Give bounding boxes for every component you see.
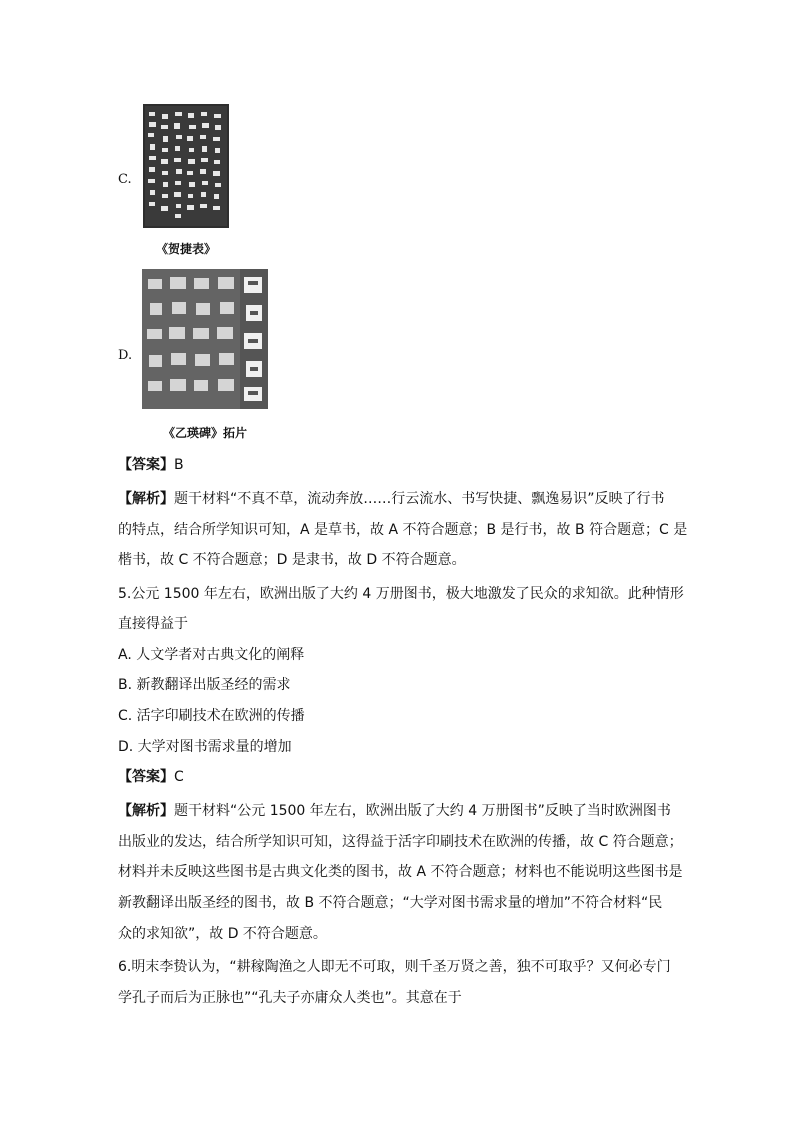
q4-answer-label: 【答案】 [118, 457, 174, 473]
q4-answer-value: B [174, 457, 184, 473]
q5-analysis-line-4: 新教翻译出版圣经的图书，故 B 不符合题意；“大学对图书需求量的增加”不符合材料“民 [118, 895, 663, 911]
q5-answer [118, 767, 184, 787]
q5-answer-value: C [174, 769, 184, 785]
q5-analysis-line-3: 材料并未反映这些图书是古典文化类的图书，故 A 不符合题意；材料也不能说明这些图书是 [118, 864, 683, 880]
q5-analysis-line-5: 众的求知欲”，故 D 不符合题意。 [118, 926, 327, 942]
option-d-letter: D. [118, 348, 133, 363]
q4-answer [118, 455, 184, 475]
calligraphy-image-c-graphic [143, 104, 229, 228]
q4-analysis-label: 【解析】 [118, 491, 174, 507]
q4-analysis-line-2: 的特点，结合所学知识可知，A 是草书，故 A 不符合题意；B 是行书，故 B 符合题意；C 是 [118, 522, 688, 538]
q5-answer-label: 【答案】 [118, 769, 174, 785]
rubbing-image-d-graphic [142, 269, 268, 409]
q5-analysis-line-1 [118, 801, 671, 821]
q5-option-c: C. 活字印刷技术在欧洲的传播 [118, 708, 305, 724]
option-c-letter: C. [118, 172, 132, 187]
q5-analysis-line-2: 出版业的发达，结合所学知识可知，这得益于活字印刷技术在欧洲的传播，故 C 符合题意； [118, 834, 683, 850]
calligraphy-image-he-jie-biao [143, 104, 229, 228]
q4-analysis-line-3: 楷书，故 C 不符合题意；D 是隶书，故 D 不符合题意。 [118, 552, 466, 568]
q6-stem-line-2: 学孔子而后为正脉也”“孔夫子亦庸众人类也”。其意在于 [118, 990, 462, 1006]
q5-stem-line-2: 直接得益于 [118, 616, 188, 632]
q5-analysis-label: 【解析】 [118, 803, 174, 819]
q5-stem-line-1: 5.公元 1500 年左右，欧洲出版了大约 4 万册图书，极大地激发了民众的求知欲。此种情形 [118, 586, 684, 602]
q5-option-a: A. 人文学者对古典文化的阐释 [118, 647, 305, 663]
q5-option-b: B. 新教翻译出版圣经的需求 [118, 677, 291, 693]
q4-analysis-text-1: 题干材料“不真不草，流动奔放……行云流水、书写快捷、飘逸易识”反映了行书 [174, 491, 665, 507]
q5-option-d: D. 大学对图书需求量的增加 [118, 739, 292, 755]
option-c-caption: 《贺捷表》 [155, 242, 216, 256]
q5-analysis-text-1: 题干材料“公元 1500 年左右，欧洲出版了大约 4 万册图书”反映了当时欧洲图书 [174, 803, 671, 819]
option-d-caption: 《乙瑛碑》拓片 [162, 426, 247, 440]
rubbing-image-yi-ying-bei [142, 269, 268, 409]
q4-analysis-line-1 [118, 489, 665, 509]
q6-stem-line-1: 6.明末李贽认为，“耕稼陶渔之人即无不可取，则千圣万贤之善，独不可取乎？又何必专门 [118, 959, 671, 975]
